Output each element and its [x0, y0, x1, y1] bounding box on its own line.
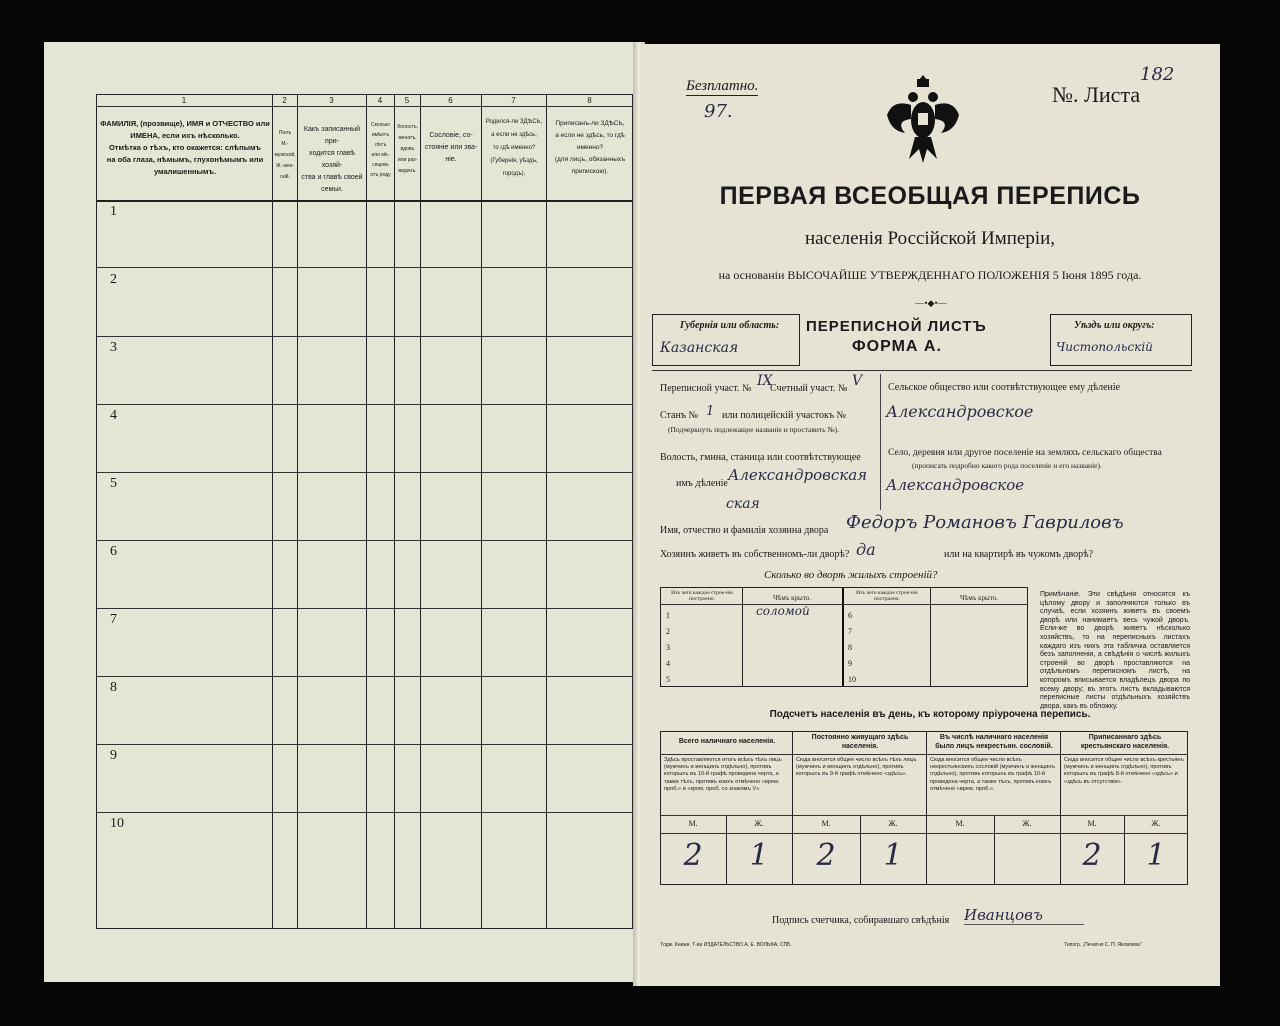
uezd-label: Уѣздъ или округъ: [1074, 320, 1155, 331]
buildings-label: Сколько во дворѣ жилыхъ строеній? [764, 569, 938, 581]
pop-desc-permanent: Сюда вносится общее число всѣхъ тѣхъ лицъ (мужчинъ и женщинъ отдѣльно), противъ которыхъ въ 9-й графѣ отмѣчено «здѣсь». [796, 757, 917, 778]
volost-handwritten-2: ская [726, 496, 760, 512]
bldg-roof-handwritten: соломой [756, 604, 810, 618]
population-title: Подсчетъ населенія въ день, къ которому пріурочена перепись. [769, 709, 1091, 720]
stan-handwritten: 1 [706, 404, 715, 419]
signature-label: Подпись счетчика, собиравшаго свѣдѣнія [772, 915, 950, 926]
male-label: М. [821, 819, 831, 828]
pop-value: 2 [1082, 838, 1102, 873]
own-house-label: Хозяинъ живетъ въ собственномъ-ли дворѣ? [660, 549, 850, 560]
row-number: 1 [110, 204, 117, 219]
pop-value: 2 [683, 838, 703, 873]
male-label: М. [1087, 819, 1097, 828]
col-number-8: 8 [587, 96, 592, 105]
col-number-5: 5 [404, 96, 410, 105]
bldg-head-material: Изъ чего каждое строе-ніе построено. [671, 590, 733, 602]
free-label: Безплатно. [686, 78, 759, 94]
stan-label: Станъ № [660, 410, 699, 421]
row-number: 2 [110, 272, 117, 287]
pop-desc-non-peasant: Сюда вносится общее число всѣхъ некрестьянскихъ сословій (мужчинъ и женщинъ отдѣльно), противъ которыхъ въ графѣ 10-й проведена черта, а также тѣхъ, противъ коихъ отмѣчено «врем. проб.». [930, 757, 1055, 792]
female-label: Ж. [888, 819, 898, 828]
count-section-label: Счетный участ. № [770, 383, 848, 394]
bldg-rows-left: 1 2 3 4 5 [666, 611, 670, 684]
col-number-6: 6 [448, 96, 453, 105]
guberniya-label: Губернія или область: [680, 320, 780, 331]
bldg-head-material-2: Изъ чего каждое строе-ніе построено. [856, 590, 918, 602]
pop-col-total: Всего наличнаго населенія. [678, 738, 776, 745]
pop-col-permanent: Постоянно живущаго здѣсь населенія. [811, 734, 909, 750]
col-number-4: 4 [377, 96, 383, 105]
row-number: 8 [110, 680, 117, 695]
double-headed-eagle-emblem [883, 75, 963, 165]
female-label: Ж. [754, 819, 764, 828]
volost-handwritten: Александровская [728, 466, 868, 484]
pop-value: 2 [816, 838, 836, 873]
buildings-note: Примѣчаніе. Эти свѣдѣнія относятся къ цѣлому двору и заполняются только въ случаѣ, если хозяинъ живетъ въ своемъ дворѣ или нанимаетъ весь чужой дворъ. Если-же во дворѣ живетъ нѣсколько хозяйствъ, то на переписныхъ листахъ каждаго изъ нихъ эта табличка оставляется безъ заполненія, а свѣдѣнія о числѣ жилыхъ строеній во дворѣ проставляются на отдѣльномъ переписномъ листѣ, на которомъ вписывается владѣлецъ двора по всему двору; въ этотъ листъ вкладываются переписные листы отдѣльныхъ хозяйствъ двора, какъ въ обложку. [1040, 591, 1190, 710]
bldg-head-roof-2: Чѣмъ крыто. [960, 594, 998, 602]
male-label: М. [955, 819, 965, 828]
col-number-3: 3 [329, 96, 334, 105]
female-label: Ж. [1151, 819, 1161, 828]
guberniya-handwritten: Казанская [660, 340, 739, 356]
sheet-number-handwritten: 182 [1140, 64, 1175, 85]
row-number: 6 [110, 544, 117, 559]
sheet-number-label: №. Листа [1052, 82, 1141, 107]
volost-label-2: имъ дѣленіе [676, 478, 728, 489]
flat-label: или на квартирѣ въ чужомъ дворѣ? [944, 549, 1094, 560]
owner-handwritten: Федоръ Романовъ Гавриловъ [846, 512, 1124, 533]
footer-printer-left: Тлдж. Книжн. Т-ва ИЗДАТЕЛЬСТВО А. Е. ВОЛЬФА, СПБ. [660, 942, 792, 948]
owner-label: Имя, отчество и фамилія хозяина двора [660, 525, 829, 536]
row-number: 5 [110, 476, 117, 491]
col1-heading: ФАМИЛІЯ, (прозвище), ИМЯ и ОТЧЕСТВО или ИМЕНА, если ихъ нѣсколько. Отмѣтка о тѣхъ, кто окажется: слѣпымъ на оба глаза, нѣмымъ, глухонѣмымъ или умалишеннымъ. [100, 119, 270, 176]
police-label: или полицейскій участокъ № [722, 410, 847, 421]
male-label: М. [688, 819, 698, 828]
society-handwritten: Александровское [886, 402, 1034, 421]
census-section-label: Переписной участ. № [660, 383, 752, 394]
bldg-rows-right: 6 7 8 9 10 [848, 611, 856, 684]
village-handwritten: Александровское [886, 476, 1025, 494]
census-subtitle: населенія Россійской Имперіи, [804, 228, 1056, 249]
col6-heading: Сословіе, со- стояніе или зва- ніе. [424, 132, 478, 163]
census-title: ПЕРВАЯ ВСЕОБЩАЯ ПЕРЕПИСЬ [719, 182, 1141, 210]
row-number: 3 [110, 340, 117, 355]
uezd-handwritten: Чистопольскій [1056, 340, 1153, 354]
count-section-handwritten: V [852, 373, 863, 389]
pop-col-peasant: Приписаннаго здѣсь крестьянскаго населенія. [1080, 734, 1170, 750]
persons-table-frame [96, 94, 633, 929]
col2-heading: Полъ М.-мужской, Ж.-жен- скій. [274, 130, 296, 180]
pop-value: 1 [749, 838, 769, 873]
footer-printer-right: Типогр. „Печатня С. П. Яковлева“ [1064, 942, 1142, 948]
handwritten-number: 97. [704, 101, 733, 122]
bldg-head-roof: Чѣмъ крыто. [773, 594, 811, 602]
society-label: Сельское общество или соотвѣтствующее ему дѣленіе [888, 382, 1121, 393]
col3-heading: Какъ записанный при- ходится главѣ хозяй- ства и главѣ своей семьи. [301, 126, 363, 193]
row-number: 4 [110, 408, 117, 423]
female-label: Ж. [1022, 819, 1032, 828]
form-title: ПЕРЕПИСНОЙ ЛИСТЪ [806, 318, 987, 335]
ornament-divider: —•◆•— [915, 298, 947, 308]
own-house-handwritten: да [856, 540, 876, 559]
row-number: 9 [110, 748, 117, 763]
volost-label: Волость, гмина, станица или соотвѣтствующее [660, 452, 861, 463]
signature-handwritten: Иванцовъ [964, 906, 1084, 925]
buildings-table [660, 587, 1028, 687]
village-note: (прописать подробно какого рода поселеніе и его названіе). [912, 461, 1102, 470]
form-subtitle: ФОРМА А. [852, 338, 942, 355]
census-basis: на основаніи ВЫСОЧАЙШЕ УТВЕРЖДЕННАГО ПОЛОЖЕНІЯ 5 Іюня 1895 года. [718, 268, 1142, 282]
col-number-7: 7 [511, 96, 516, 105]
row-number: 7 [110, 612, 117, 627]
pop-desc-total: Здѣсь проставляются итогъ всѣхъ тѣхъ лицъ (мужчинъ и женщинъ отдѣльно), противъ которыхъ въ 10-й графѣ проведена черта, а также тѣхъ, противъ коихъ отмѣчено «врем. проб.» и «кром. проб. со знакомъ V». [664, 757, 782, 792]
pop-value: 1 [883, 838, 903, 873]
pop-value: 1 [1146, 838, 1166, 873]
col8-heading: Приписанъ-ли ЗДѢСЬ, а если не здѣсь, то гдѣ именно? (для лицъ, обязанныхъ припискою). [554, 120, 626, 175]
underline-note: (Подчеркнуть подлежащее названіе и проставить №). [668, 425, 839, 434]
census-section-handwritten: IX [757, 373, 773, 389]
col4-heading: Сколько имѣетъ лѣтъ или мѣ- сяцевъ отъ роду [370, 122, 391, 178]
col-number-2: 2 [282, 96, 287, 105]
row-number: 10 [110, 816, 124, 831]
col-number-1: 1 [181, 96, 187, 105]
village-label: Село, деревня или другое поселеніе на земляхъ сельскаго общества [888, 448, 1162, 458]
col5-heading: Холостъ, женатъ, вдовъ или раз- веденъ. [396, 124, 418, 174]
pop-desc-peasant: Сюда вносится общее число всѣхъ крестьянъ (мужчинъ и женщинъ отдѣльно), противъ которыхъ въ графѣ 8-й отмѣчено «здѣсь» и «здѣсь въ отсутствіи». [1064, 757, 1185, 785]
col7-heading: Родился-ли ЗДѢСЬ, а если не здѣсь, то гдѣ именно? (Губернія, уѣздъ, городъ). [485, 119, 543, 177]
pop-col-non-peasant: Въ числѣ наличнаго населенія было лицъ некрестьян. сословій. [935, 734, 1053, 750]
